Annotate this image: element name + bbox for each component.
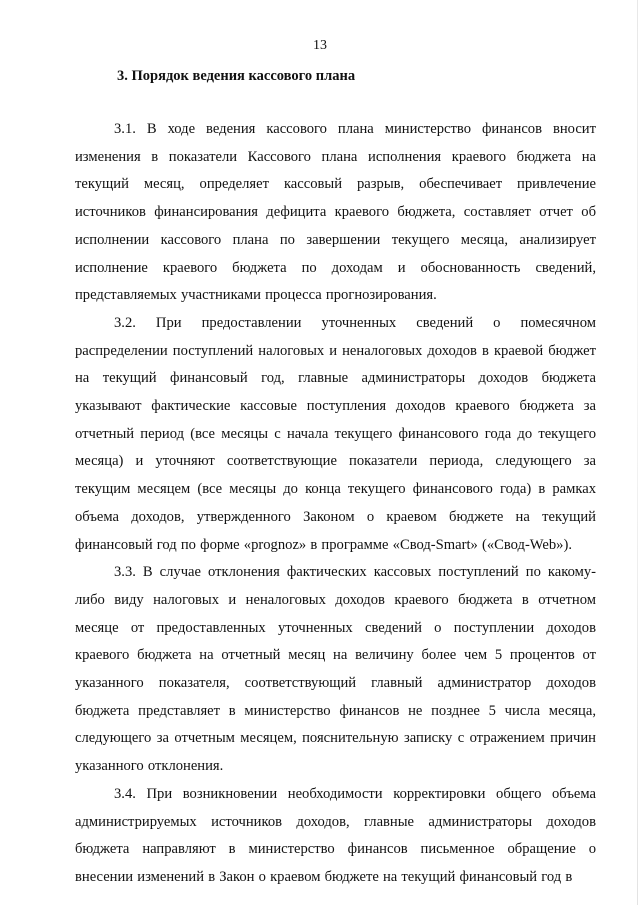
section-heading: 3. Порядок ведения кассового плана <box>117 68 356 84</box>
paragraph-3-3: 3.3. В случае отклонения фактических кассовых поступлений по какому-либо виду налоговых и неналоговых доходов краевого бюджета в отчетном месяце от предоставленных уточненных сведений о поступлении доходов краевого бюджета на отчетный месяц на величину более чем 5 процентов от указанного показателя, соответствующий главный администратор доходов бюджета представляет в министерство финансов не позднее 5 числа месяца, следующего за отчетным месяцем, пояснительную записку с отражением причин указанного отклонения. <box>75 564 596 775</box>
document-body <box>75 116 596 892</box>
scan-edge-line <box>637 0 638 905</box>
page-number: 13 <box>313 38 327 53</box>
paragraph-3-1: 3.1. В ходе ведения кассового плана министерство финансов вносит изменения в показатели Кассового плана исполнения краевого бюджета на текущий месяц, определяет кассовый разрыв, обеспечивает привлечение источников финансирования дефицита краевого бюджета, составляет отчет об исполнении кассового плана по завершении текущего месяца, анализирует исполнение краевого бюджета по доходам и обоснованность сведений, представляемых участниками процесса прогнозирования. <box>75 121 596 304</box>
paragraph-3-2: 3.2. При предоставлении уточненных сведений о помесячном распределении поступлений налоговых и неналоговых доходов в краевой бюджет на текущий финансовый год, главные администраторы доходов бюджета указывают фактические кассовые поступления доходов краевого бюджета за отчетный период (все месяцы с начала текущего финансового года до текущего месяца) и уточняют соответствующие показатели периода, следующего за текущим месяцем (все месяцы до конца текущего финансового года) в рамках объема доходов, утвержденного Законом о краевом бюджете на текущий финансовый год по форме «prognoz» в программе «Свод-Smart» («Свод-Web»). <box>75 314 596 553</box>
paragraph-3-4: 3.4. При возникновении необходимости корректировки общего объема администрируемых источников доходов, главные администраторы доходов бюджета направляют в министерство финансов письменное обращение о внесении изменений в Закон о краевом бюджете на текущий финансовый год в <box>75 785 596 885</box>
